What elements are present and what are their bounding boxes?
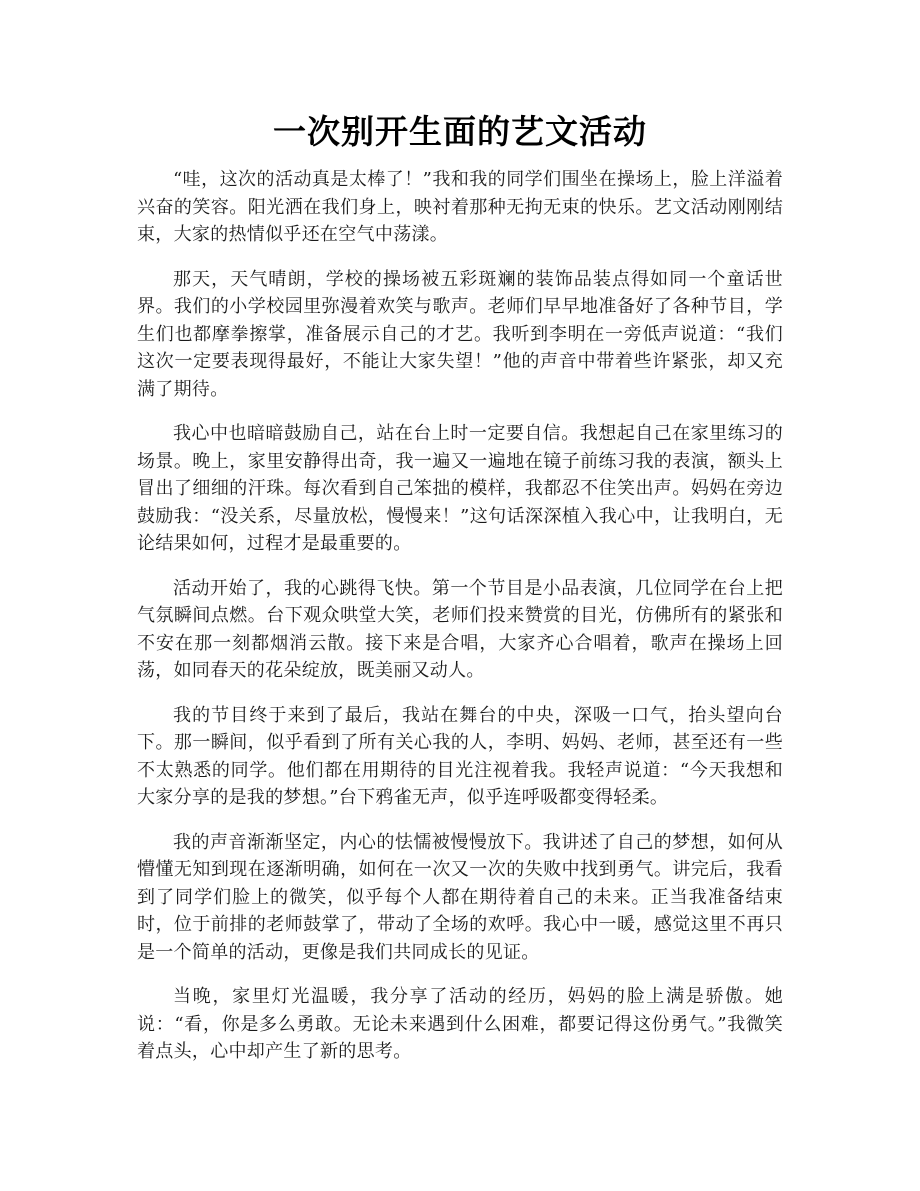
paragraph-3: 我心中也暗暗鼓励自己，站在台上时一定要自信。我想起自己在家里练习的场景。晚上，家里安静得出奇，我一遍又一遍地在镜子前练习我的表演，额头上冒出了细细的汗珠。每次看到自己笨拙的模样，我都忍不住笑出声。妈妈在旁边鼓励我：“没关系，尽量放松，慢慢来！”这句话深深植入我心中，让我明白，无论结果如何，过程才是最重要的。 <box>137 423 783 554</box>
document-body <box>137 166 783 1083</box>
paragraph-5: 我的节目终于来到了最后，我站在舞台的中央，深吸一口气，抬头望向台下。那一瞬间，似乎看到了所有关心我的人，李明、妈妈、老师，甚至还有一些不太熟悉的同学。他们都在用期待的目光注视着我。我轻声说道：“今天我想和大家分享的是我的梦想。”台下鸦雀无声，似乎连呼吸都变得轻柔。 <box>137 704 783 808</box>
document-title: 一次别开生面的艺文活动 <box>273 112 647 151</box>
paragraph-4: 活动开始了，我的心跳得飞快。第一个节目是小品表演，几位同学在台上把气氛瞬间点燃。台下观众哄堂大笑，老师们投来赞赏的目光，仿佛所有的紧张和不安在那一刻都烟消云散。接下来是合唱，大家齐心合唱着，歌声在操场上回荡，如同春天的花朵绽放，既美丽又动人。 <box>137 577 783 681</box>
paragraph-7: 当晚，家里灯光温暖，我分享了活动的经历，妈妈的脸上满是骄傲。她说：“看，你是多么勇敢。无论未来遇到什么困难，都要记得这份勇气。”我微笑着点头，心中却产生了新的思考。 <box>137 986 783 1062</box>
paragraph-6: 我的声音渐渐坚定，内心的怯懦被慢慢放下。我讲述了自己的梦想，如何从懵懂无知到现在逐渐明确，如何在一次又一次的失败中找到勇气。讲完后，我看到了同学们脸上的微笑，似乎每个人都在期待着自己的未来。正当我准备结束时，位于前排的老师鼓掌了，带动了全场的欢呼。我心中一暖，感觉这里不再只是一个简单的活动，更像是我们共同成长的见证。 <box>137 831 783 963</box>
paragraph-1: “哇，这次的活动真是太棒了！”我和我的同学们围坐在操场上，脸上洋溢着兴奋的笑容。阳光洒在我们身上，映衬着那种无拘无束的快乐。艺文活动刚刚结束，大家的热情似乎还在空气中荡漾。 <box>137 169 783 245</box>
paragraph-2: 那天，天气晴朗，学校的操场被五彩斑斓的装饰品装点得如同一个童话世界。我们的小学校园里弥漫着欢笑与歌声。老师们早早地准备好了各种节目，学生们也都摩拳擦掌，准备展示自己的才艺。我听到李明在一旁低声说道：“我们这次一定要表现得最好，不能让大家失望！”他的声音中带着些许紧张，却又充满了期待。 <box>137 268 783 400</box>
